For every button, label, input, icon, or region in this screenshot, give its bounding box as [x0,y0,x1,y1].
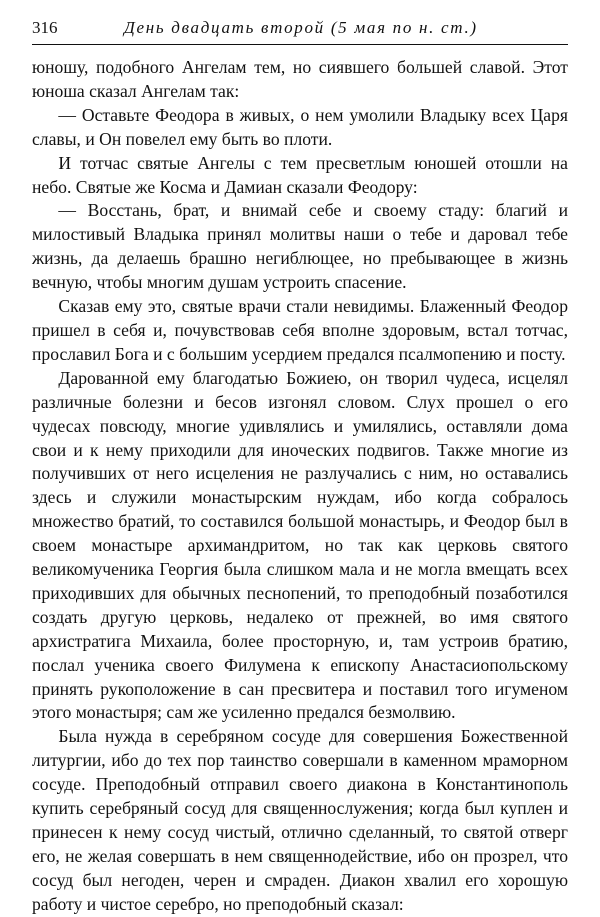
paragraph: И тотчас святые Ангелы с тем пресветлым юношей отошли на небо. Святые же Косма и Дамиан сказали Феодору: [32,152,568,197]
running-header [32,14,568,45]
paragraph: Дарованной ему благодатью Божиею, он творил чудеса, исцелял различные болезни и бесов изгонял словом. Слух прошел о его чудесах повсюду, многие удивлялись и умилялись, оставляли дома свои и к нему приходили для иноческих подвигов. Также многие из получивших от него исцеления не разлучались с ним, но оставались здесь и служили монастырским нуждам, ибо когда собралось множество братий, то составился большой монастырь, и Феодор был в своем монастыре архимандритом, но так как церковь святого великомученика Георгия была слишком мала и не могла вмещать всех приходивших для обычных песнопений, то преподобный позаботился создать другую церковь, недалеко от прежней, во имя святого архистратига Михаила, более просторную, и, там устроив братию, послал ученика своего Филумена к епископу Анастасиопольскому принять рукоположение в сан пресвитера и поставил того игуменом этого монастыря; сам же усиленно предался безмолвию. [32,367,568,723]
paragraph: Была нужда в серебряном сосуде для совершения Божественной литургии, ибо до тех пор таинство совершали в каменном мраморном сосуде. Преподобный отправил своего диакона в Константинополь купить серебряный сосуд для священнослужения; когда был куплен и принесен к нему сосуд чистый, отлично сделанный, то святой отверг его, не желая совершать в нем священнодействие, ибо он прозрел, что сосуд был негоден, черен и смраден. Диакон хвалил его хорошую работу и чистое серебро, но преподобный сказал: [32,726,568,914]
paragraph: юношу, подобного Ангелам тем, но сиявшего большей славой. Этот юноша сказал Ангелам так: [32,57,568,101]
paragraph: — Оставьте Феодора в живых, о нем умолили Владыку всех Царя славы, и Он повелел ему быть во плоти. [32,104,568,149]
page-body [32,56,568,917]
running-title: День двадцать второй (5 мая по н. ст.) [124,18,478,37]
page-number: 316 [32,18,58,37]
paragraph: — Восстань, брат, и внимай себе и своему стаду: благий и милостивый Владыка принял молитвы наши о тебе и даровал тебе жизнь, да делаешь брашно негиблющее, но пребывающее в жизнь вечную, чтобы многим душам устроить спасение. [32,200,568,293]
paragraph: Сказав ему это, святые врачи стали невидимы. Блаженный Феодор пришел в себя и, почувствовав себя вполне здоровым, встал тотчас, прославил Бога и с большим усердием предался псалмопению и посту. [32,296,568,364]
